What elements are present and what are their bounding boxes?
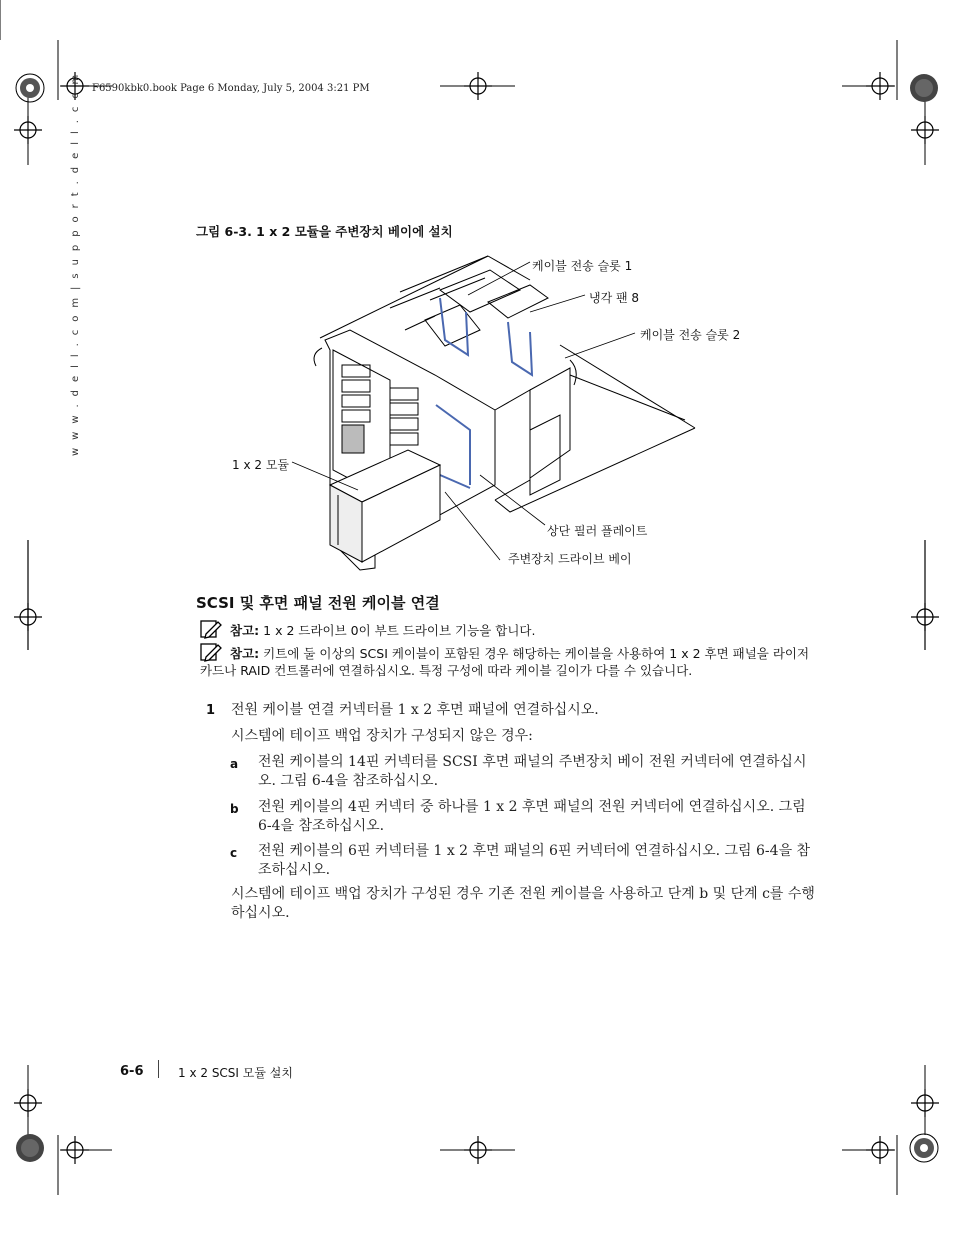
note-1 [200, 619, 812, 639]
note-text: 키트에 둘 이상의 SCSI 케이블이 포함된 경우 해당하는 케이블을 사용하여 1 x 2 후면 패널을 라이저 카드나 RAID 컨트롤러에 연결하십시오. 특정 구성에 따라 케이블 길이가 다를 수 있습니다. [200, 646, 810, 678]
note-label: 참고: [230, 646, 260, 661]
substep-letter: b [230, 802, 239, 816]
book-info-header: F6590kbk0.book Page 6 Monday, July 5, 2004 3:21 PM [92, 83, 370, 94]
section-title: SCSI 및 후면 패널 전원 케이블 연결 [196, 594, 440, 612]
callout-module: 1 x 2 모듈 [232, 458, 289, 472]
step-intro: 시스템에 테이프 백업 장치가 구성되지 않은 경우: [231, 728, 533, 744]
note-2 [200, 642, 812, 679]
callout-cable-slot-2: 케이블 전송 슬롯 2 [640, 328, 741, 342]
module-installation-illustration [230, 250, 760, 580]
callout-filler-plate: 상단 필러 플레이트 [547, 524, 648, 538]
color-wheel-icons [16, 74, 938, 1162]
footer-divider [158, 1060, 159, 1078]
callout-drive-bay: 주변장치 드라이브 베이 [508, 552, 632, 566]
substep-text: 전원 케이블의 6핀 커넥터를 1 x 2 후면 패널의 6핀 커넥터에 연결하십시오. 그림 6-4을 참조하십시오. [258, 843, 811, 878]
figure-caption: 그림 6-3. 1 x 2 모듈을 주변장치 베이에 설치 [196, 224, 453, 239]
sidebar-url: w w w . d e l l . c o m | s u p p o r t . d e l l . c o m [70, 72, 81, 456]
callout-cooling-fan: 냉각 팬 8 [589, 291, 640, 305]
substep-text: 전원 케이블의 14핀 커넥터를 SCSI 후면 패널의 주변장치 베이 전원 커넥터에 연결하십시오. 그림 6-4을 참조하십시오. [258, 754, 807, 789]
substep-letter: a [230, 757, 239, 771]
step-number: 1 [206, 703, 216, 718]
crosshair-icons [14, 72, 939, 1164]
pencil-note-icon [200, 642, 222, 662]
note-text: 1 x 2 드라이브 0이 부트 드라이브 기능을 합니다. [263, 623, 536, 638]
callout-cable-slot-1: 케이블 전송 슬롯 1 [532, 259, 633, 273]
pencil-note-icon [200, 619, 222, 639]
substep-text: 전원 케이블의 4핀 커넥터 중 하나를 1 x 2 후면 패널의 전원 커넥터에 연결하십시오. 그림 6-4을 참조하십시오. [258, 799, 806, 834]
page-number: 6-6 [120, 1064, 144, 1079]
chapter-title: 1 x 2 SCSI 모듈 설치 [178, 1066, 293, 1080]
step-outro: 시스템에 테이프 백업 장치가 구성된 경우 기존 전원 케이블을 사용하고 단계 b 및 단계 c를 수행하십시오. [231, 886, 815, 921]
step-text: 전원 케이블 연결 커넥터를 1 x 2 후면 패널에 연결하십시오. [231, 702, 599, 718]
substep-letter: c [230, 846, 238, 860]
note-label: 참고: [230, 623, 260, 638]
